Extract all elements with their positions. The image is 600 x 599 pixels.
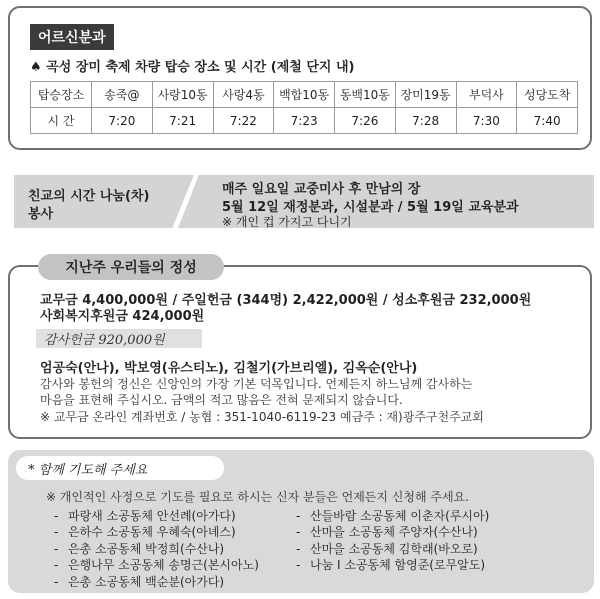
prayer-intro: ※ 개인적인 사정으로 기도를 필요로 하시는 신자 분들은 언제든지 신청해 주세요. xyxy=(46,490,469,504)
shuttle-notice: ♠ 곡성 장미 축제 차량 탑승 장소 및 시간 (제철 단지 내) xyxy=(30,60,355,75)
list-item: - 나눔 I 소공동체 함영준(로무알도) xyxy=(296,558,486,572)
stop-cell: 성당도착 xyxy=(517,82,578,108)
list-item: - 산들바람 소공동체 이춘자(루시아) xyxy=(296,509,490,523)
time-cell: 7:21 xyxy=(152,108,213,134)
time-cell: 7:26 xyxy=(335,108,396,134)
elders-section-tag: 어르신분과 xyxy=(30,24,114,50)
offerings-totals: 교무금 4,400,000원 / 주일헌금 (344명) 2,422,000원 / 성소후원금 232,000원 xyxy=(40,293,532,308)
service-note: ※ 개인 컵 가지고 다니기 xyxy=(222,215,352,229)
list-item: - 파랑새 소공동체 안선례(아가다) xyxy=(54,509,236,523)
offerings-welfare: 사회복지후원금 424,000원 xyxy=(40,309,205,324)
thanksgiving-offering: 감사헌금 920,000원 xyxy=(44,333,165,348)
time-row-label: 시 간 xyxy=(31,108,92,134)
table-row xyxy=(31,108,578,134)
offerings-message: 감사와 봉헌의 정신은 신앙인의 가장 기본 덕목입니다. 언제든지 하느님께 감사하는 xyxy=(40,377,473,391)
time-cell: 7:28 xyxy=(395,108,456,134)
stop-cell: 송죽@ xyxy=(92,82,153,108)
time-cell: 7:22 xyxy=(213,108,274,134)
stop-cell: 장미19동 xyxy=(395,82,456,108)
time-cell: 7:40 xyxy=(517,108,578,134)
list-item: - 산마을 소공동체 김학래(바오로) xyxy=(296,542,478,556)
prayer-title: * 함께 기도해 주세요 xyxy=(16,456,224,480)
time-cell: 7:30 xyxy=(456,108,517,134)
time-cell: 7:23 xyxy=(274,108,335,134)
stop-cell: 부덕사 xyxy=(456,82,517,108)
service-title-line2: 봉사 xyxy=(28,207,54,222)
stop-cell: 사랑10동 xyxy=(152,82,213,108)
table-row xyxy=(31,82,578,108)
list-item: - 은총 소공동체 박정희(수산나) xyxy=(54,542,225,556)
stop-cell: 동백10동 xyxy=(335,82,396,108)
list-item: - 은행나무 소공동체 송명근(본시아노) xyxy=(54,558,259,572)
stop-cell: 사랑4동 xyxy=(213,82,274,108)
list-item: - 산마을 소공동체 주양자(수산나) xyxy=(296,525,478,539)
service-title: 친교의 시간 나눔(차) xyxy=(28,189,150,204)
table-header-label: 탑승장소 xyxy=(31,82,92,108)
offerings-title: 지난주 우리들의 정성 xyxy=(38,254,224,280)
donor-names: 엄공숙(안나), 박보영(유스티노), 김철기(가브리엘), 김옥순(안나) xyxy=(40,361,418,376)
list-item: - 은총 소공동체 백순분(아가다) xyxy=(54,575,225,589)
service-assignments: 5월 12일 재정분과, 시설분과 / 5월 19일 교육분과 xyxy=(222,200,519,215)
bank-account-note: ※ 교무금 온라인 계좌번호 / 농협 : 351-1040-6119-23 예금주 : 재)광주구천주교회 xyxy=(40,410,484,424)
shuttle-schedule-table xyxy=(30,81,578,134)
time-cell: 7:20 xyxy=(92,108,153,134)
stop-cell: 백합10동 xyxy=(274,82,335,108)
service-schedule: 매주 일요일 교중미사 후 만남의 장 xyxy=(222,182,421,197)
list-item: - 은하수 소공동체 우혜숙(아녜스) xyxy=(54,525,236,539)
offerings-message-line2: 마음을 표현해 주십시오. 금액의 적고 많음은 전혀 문제되지 않습니다. xyxy=(40,393,403,407)
